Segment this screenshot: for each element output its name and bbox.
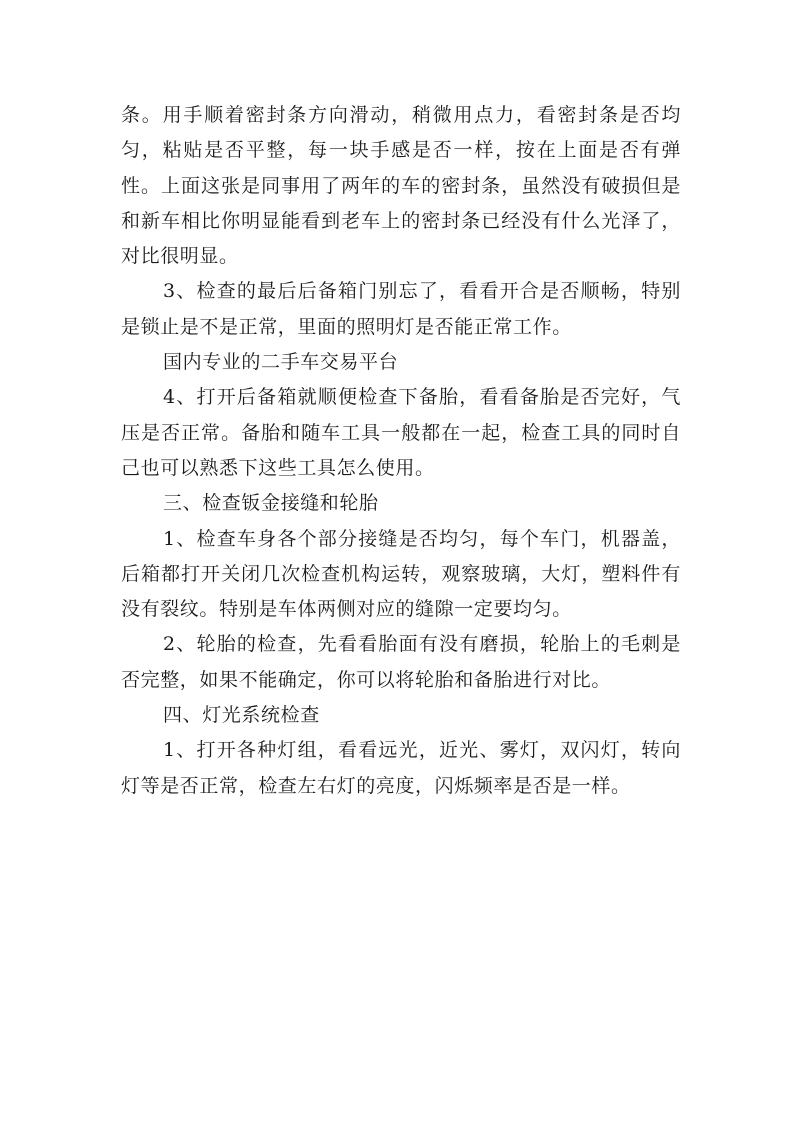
paragraph-body-seams-check: 1、检查车身各个部分接缝是否均匀，每个车门，机器盖，后箱都打开关闭几次检查机构运转，观察玻璃，大灯，塑料件有没有裂纹。特别是车体两侧对应的缝隙一定要均匀。 <box>121 527 681 621</box>
section-heading-lighting-check: 四、灯光系统检查 <box>163 704 320 727</box>
paragraph-trunk-door-check: 3、检查的最后后备箱门别忘了，看看开合是否顺畅，特别是锁止是不是正常，里面的照明灯是否能正常工作。 <box>121 280 681 338</box>
paragraph-seal-strip-check: 条。用手顺着密封条方向滑动，稍微用点力，看密封条是否均匀，粘贴是否平整，每一块手感是否一样，按在上面是否有弹性。上面这张是同事用了两年的车的密封条，虽然没有破损但是和新车相比你明显能看到老车上的密封条已经没有什么光泽了，对比很明显。 <box>121 104 681 268</box>
paragraph-spare-tire-check: 4、打开后备箱就顺便检查下备胎，看看备胎是否完好，气压是否正常。备胎和随车工具一般都在一起，检查工具的同时自己也可以熟悉下这些工具怎么使用。 <box>121 386 681 479</box>
paragraph-platform-note: 国内专业的二手车交易平台 <box>163 351 399 374</box>
section-heading-panel-seams-tires: 三、检查钣金接缝和轮胎 <box>163 492 379 515</box>
paragraph-lights-check: 1、打开各种灯组，看看远光，近光、雾灯，双闪灯，转向灯等是否正常，检查左右灯的亮度，闪烁频率是否是一样。 <box>121 739 681 797</box>
document-body <box>121 98 681 804</box>
paragraph-tire-check: 2、轮胎的检查，先看看胎面有没有磨损，轮胎上的毛刺是否完整，如果不能确定，你可以将轮胎和备胎进行对比。 <box>121 633 681 691</box>
